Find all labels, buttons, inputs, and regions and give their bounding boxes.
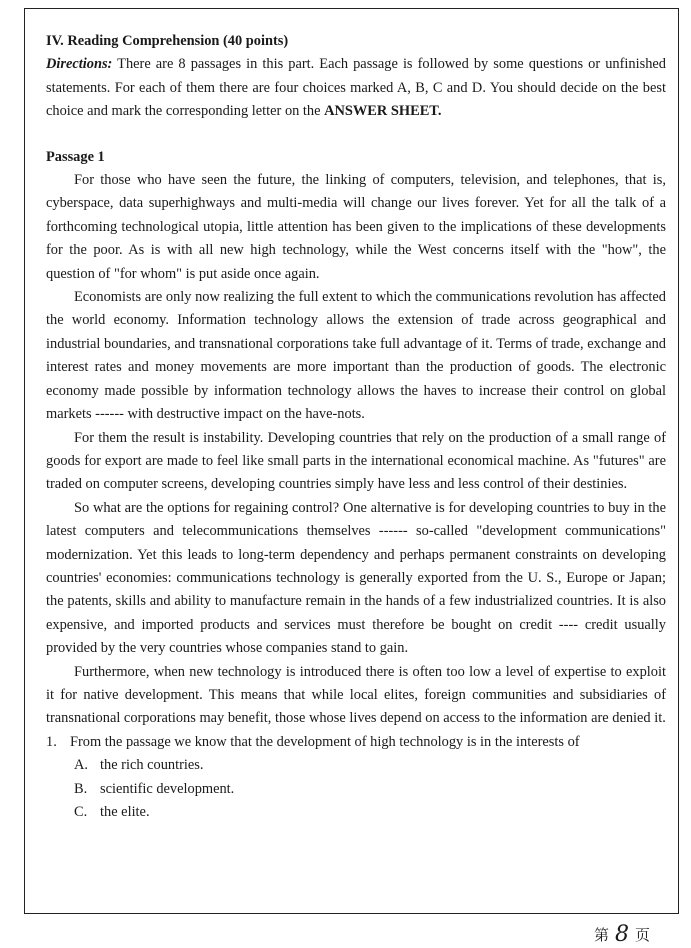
passage-paragraph: So what are the options for regaining control? One alternative is for developing countries to buy in the latest computers and telecommunications themselves ------ so-called "development communications" modernization. Yet this leads to long-term dependency and perhaps permanent constraints on developing countries' economies: communications technology is generally exported from the U. S., Europe or Japan; the patents, skills and ability to manufacture remain in the hands of a few industrialized countries. It is also expensive, and imported products and services must therefore be bought on credit ---- credit usually provided by the very countries whose companies stand to gain. (46, 499, 666, 657)
option-label: A. (74, 757, 88, 774)
answer-sheet-emphasis: ANSWER SHEET. (324, 103, 442, 120)
option-a (74, 754, 666, 777)
page-number-value: 8 (615, 921, 630, 947)
option-c (74, 801, 666, 824)
option-text: the rich countries. (100, 757, 204, 774)
passage-paragraph: For them the result is instability. Developing countries that rely on the production of a small range of goods for export are made to feel like small parts in the international economical machine. As "futures" are traded on computer screens, developing countries simply have less and less control of their destinies. (46, 429, 666, 493)
directions (46, 53, 666, 123)
passage-title: Passage 1 (46, 148, 105, 165)
option-label: B. (74, 780, 88, 797)
exam-content (46, 30, 666, 824)
option-label: C. (74, 804, 88, 820)
passage-paragraph: Economists are only now realizing the full extent to which the communications revolution has affected the world economy. Information technology allows the extension of trade across geographical and industrial boundaries, and transnational corporations take full advantage of it. Terms of trade, exchange and interest rates and money movements are more important than the production of goods. The electronic economy made possible by information technology allows the haves to increase their control on global markets ------ with destructive impact on the have-nots. (46, 289, 666, 423)
directions-label: Directions: (46, 56, 113, 73)
option-text: scientific development. (100, 780, 235, 797)
page-number (594, 921, 651, 947)
option-b (74, 778, 666, 801)
question-1 (46, 731, 666, 754)
page-prefix: 第 (594, 926, 610, 944)
section-title: IV. Reading Comprehension (40 points) (46, 33, 289, 49)
option-text: the elite. (100, 804, 150, 820)
question-1-options (46, 754, 666, 824)
page-suffix: 页 (635, 926, 651, 944)
question-stem: From the passage we know that the development of high technology is in the interests of (70, 733, 580, 750)
question-number: 1. (46, 733, 57, 750)
passage-paragraph: Furthermore, when new technology is introduced there is often too low a level of expertise to exploit it for native development. This means that while local elites, foreign communities and subsidiaries of transnational corporations may benefit, those whose lives depend on access to the information are denied it. (46, 663, 666, 727)
passage-paragraph: For those who have seen the future, the linking of computers, television, and telephones, that is, cyberspace, data superhighways and multi-media will change our lives forever. Yet for all the talk of a forthcoming technological utopia, little attention has been given to the implications of these developments for the poor. As is with all new high technology, while the West concerns itself with the "how", the question of "for whom" is put aside once again. (46, 172, 666, 282)
directions-text: There are 8 passages in this part. Each passage is followed by some questions or unfinished statements. For each of them there are four choices marked A, B, C and D. You should decide on the best choice and mark the corresponding letter on the (46, 56, 666, 120)
